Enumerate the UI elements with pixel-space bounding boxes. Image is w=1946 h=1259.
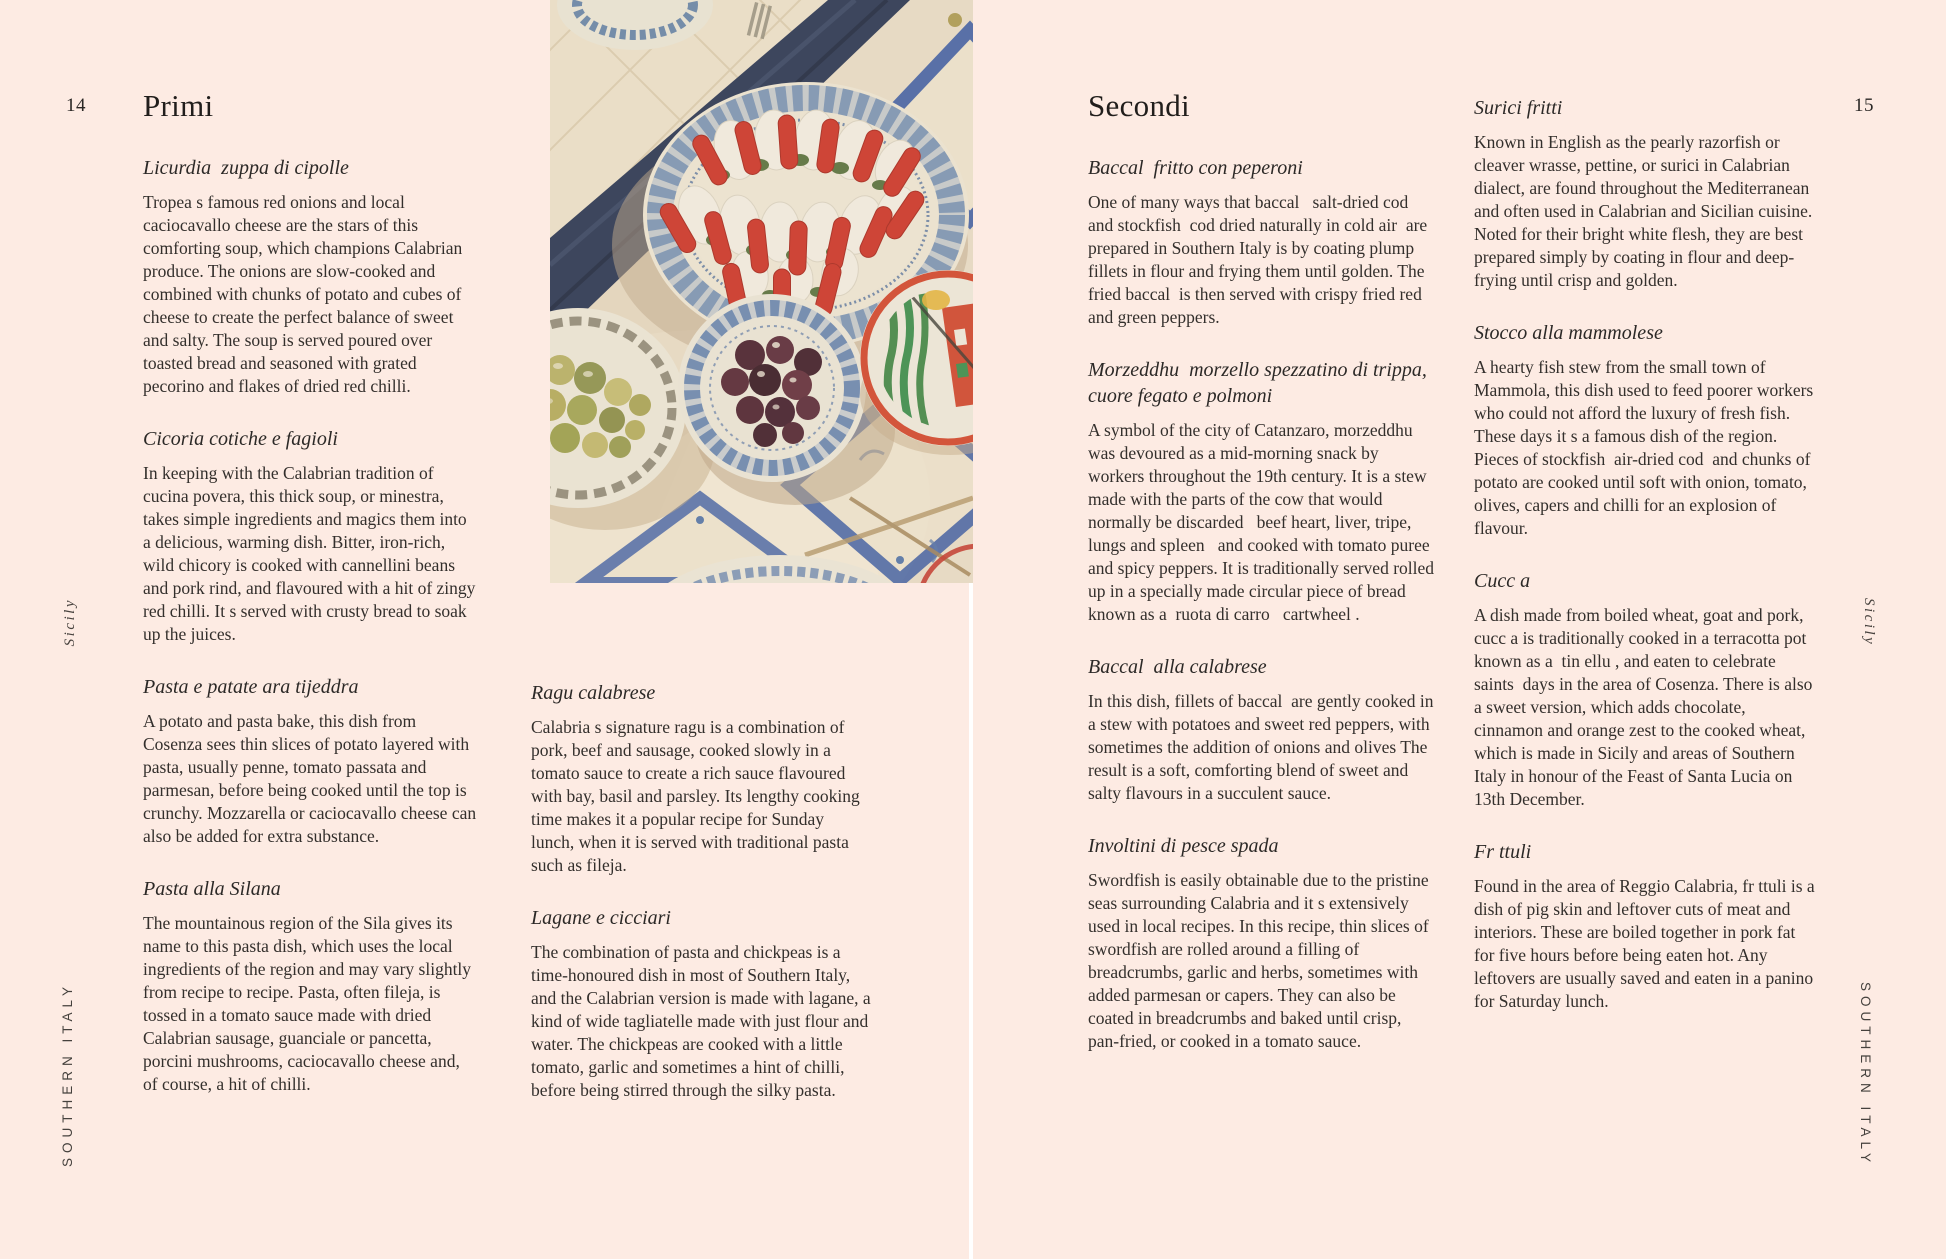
recipe-body: The mountainous region of the Sila gives its name to this pasta dish, which uses the local ingredients of the region and may vary slightly from recipe to recipe. Pasta, often fileja, is tossed in a tomato sauce made with dried Calabrian sausage, guanciale or pancetta, porcini mushrooms, caciocavallo cheese and, of course, a hit of chilli. xyxy=(143,913,476,1094)
recipe-section xyxy=(1088,155,1435,329)
recipe-section xyxy=(1088,654,1438,805)
recipe-title: Lagane e cicciari xyxy=(531,907,671,929)
food-photo xyxy=(550,0,973,583)
recipe-body: Calabria s signature ragu is a combination of pork, beef and sausage, cooked slowly in a tomato sauce to create a rich sauce flavoured with bay, basil and parsley. Its lengthy cooking time makes it a popular recipe for Sunday lunch, when it is served with traditional pasta such as fileja. xyxy=(531,717,865,875)
right-page-column-1 xyxy=(1088,88,1439,1081)
recipe-title: Pasta alla Silana xyxy=(143,878,281,900)
margin-label-book-left: SOUTHERN ITALY xyxy=(60,982,75,1168)
recipe-title: Stocco alla mammolese xyxy=(1474,322,1663,344)
recipe-title: Surici fritti xyxy=(1474,97,1563,119)
recipe-section xyxy=(1474,839,1820,1013)
right-page-column-2 xyxy=(1474,95,1820,1041)
recipe-title: Involtini di pesce spada xyxy=(1088,835,1279,857)
recipe-body: One of many ways that baccal salt-dried cod and stockfish cod dried naturally in cold air are prepared in Southern Italy is by coating plump fillets in flour and frying them until golden. The fried baccal is then served with crispy fried red and green peppers. xyxy=(1088,192,1432,327)
recipe-section xyxy=(143,426,480,646)
recipe-body: Found in the area of Reggio Calabria, fr ttuli is a dish of pig skin and leftover cuts of meat and interiors. These are boiled together in pork fat for five hours before being eaten hot. Any leftovers are usually saved and eaten in a panino for Saturday lunch. xyxy=(1474,876,1820,1011)
recipe-section xyxy=(531,680,871,877)
page-title-secondi: Secondi xyxy=(1088,88,1190,123)
recipe-title: Baccal fritto con peperoni xyxy=(1088,157,1303,179)
recipe-body: Known in English as the pearly razorfish or cleaver wrasse, pettine, or surici in Calabrian dialect, are found throughout the Mediterranean and often used in Calabrian and Sicilian cuisine. Noted for their bright white flesh, they are best prepared simply by coating in flour and deep-frying until crisp and golden. xyxy=(1474,132,1817,290)
page-number-left: 14 xyxy=(66,95,86,116)
recipe-title: Licurdia zuppa di cipolle xyxy=(143,157,349,179)
left-page-column-1 xyxy=(143,88,481,1124)
recipe-body: A hearty fish stew from the small town of Mammola, this dish used to feed poorer workers who could not afford the luxury of fresh fish. These days it s a famous dish of the region. Pieces of stockfish air-dried cod and chunks of potato are cooked until soft with onion, tomato, olives, capers and chilli for an explosion of flavour. xyxy=(1474,357,1818,538)
recipe-body: A symbol of the city of Catanzaro, morzeddhu was devoured as a mid-morning snack by workers throughout the 19th century. It is a stew made with the parts of the cow that would normally be discarded beef heart, liver, tripe, lungs and spleen and cooked with tomato puree and spicy peppers. It is traditionally served rolled up in a specially made circular piece of bread known as a ruota di carro cartwheel . xyxy=(1088,420,1439,624)
recipe-section xyxy=(531,905,876,1102)
recipe-body: Swordfish is easily obtainable due to the pristine seas surrounding Calabria and it s extensively used in local recipes. In this recipe, thin slices of swordfish are rolled around a filling of breadcrumbs, garlic and herbs, sometimes with added parmesan or capers. They can also be coated in breadcrumbs and baked until crisp, pan-fried, or cooked in a tomato sauce. xyxy=(1088,870,1434,1051)
recipe-section xyxy=(143,155,477,398)
recipe-title: Cicoria cotiche e fagioli xyxy=(143,428,338,450)
recipe-section xyxy=(143,876,477,1096)
recipe-section xyxy=(1088,833,1435,1053)
margin-label-region-left: Sicily xyxy=(62,598,78,647)
left-page-column-2 xyxy=(531,680,876,1130)
recipe-section xyxy=(1474,568,1816,811)
recipe-section xyxy=(1088,357,1439,626)
recipe-title: Morzeddhu morzello spezzatino di trippa, cuore fegato e polmoni xyxy=(1088,359,1432,407)
food-photo-illustration xyxy=(550,0,973,583)
recipe-title: Fr ttuli xyxy=(1474,841,1532,863)
page-title-primi: Primi xyxy=(143,88,214,123)
recipe-title: Cucc a xyxy=(1474,570,1531,592)
recipe-body: A dish made from boiled wheat, goat and pork, cucc a is traditionally cooked in a terracotta pot known as a tin ellu , and eaten to celebrate saints days in the area of Cosenza. There is also a sweet version, which adds chocolate, cinnamon and orange zest to the cooked wheat, which is made in Sicily and areas of Southern Italy in honour of the Feast of Santa Lucia on 13th December. xyxy=(1474,605,1817,809)
page-number-right: 15 xyxy=(1854,95,1874,116)
margin-label-book-right: SOUTHERN ITALY xyxy=(1858,982,1873,1168)
recipe-title: Pasta e patate ara tijeddra xyxy=(143,676,359,698)
recipe-body: Tropea s famous red onions and local caciocavallo cheese are the stars of this comforting soup, which champions Calabrian produce. The onions are slow-cooked and combined with chunks of potato and cubes of cheese to create the perfect balance of sweet and salty. The soup is served poured over toasted bread and seasoned with grated pecorino and flakes of dried red chilli. xyxy=(143,192,467,396)
recipe-title: Baccal alla calabrese xyxy=(1088,656,1267,678)
recipe-section xyxy=(1474,320,1816,540)
margin-label-region-right: Sicily xyxy=(1861,598,1877,647)
recipe-body: In keeping with the Calabrian tradition of cucina povera, this thick soup, or minestra, takes simple ingredients and magics them into a delicious, warming dish. Bitter, iron-rich, wild chicory is cooked with cannellini beans and pork rind, and flavoured with a hit of zingy red chilli. It s served with crusty bread to soak up the juices. xyxy=(143,463,480,644)
recipe-body: The combination of pasta and chickpeas is a time-honoured dish in most of Southern Italy, and the Calabrian version is made with lagane, a kind of wide tagliatelle made with just flour and water. The chickpeas are cooked with a little tomato, garlic and sometimes a hint of chilli, before being stirred through the silky pasta. xyxy=(531,942,876,1100)
page-crease xyxy=(969,583,973,1259)
recipe-body: A potato and pasta bake, this dish from Cosenza sees thin slices of potato layered with pasta, usually penne, tomato passata and parmesan, before being cooked until the top is crunchy. Mozzarella or caciocavallo cheese can also be added for extra substance. xyxy=(143,711,481,846)
recipe-title: Ragu calabrese xyxy=(531,682,656,704)
recipe-section xyxy=(143,674,481,848)
recipe-body: In this dish, fillets of baccal are gently cooked in a stew with potatoes and sweet red peppers, with sometimes the addition of onions and olives The result is a soft, comforting blend of sweet and salty flavours in a succulent sauce. xyxy=(1088,691,1438,803)
recipe-section xyxy=(1474,95,1816,292)
